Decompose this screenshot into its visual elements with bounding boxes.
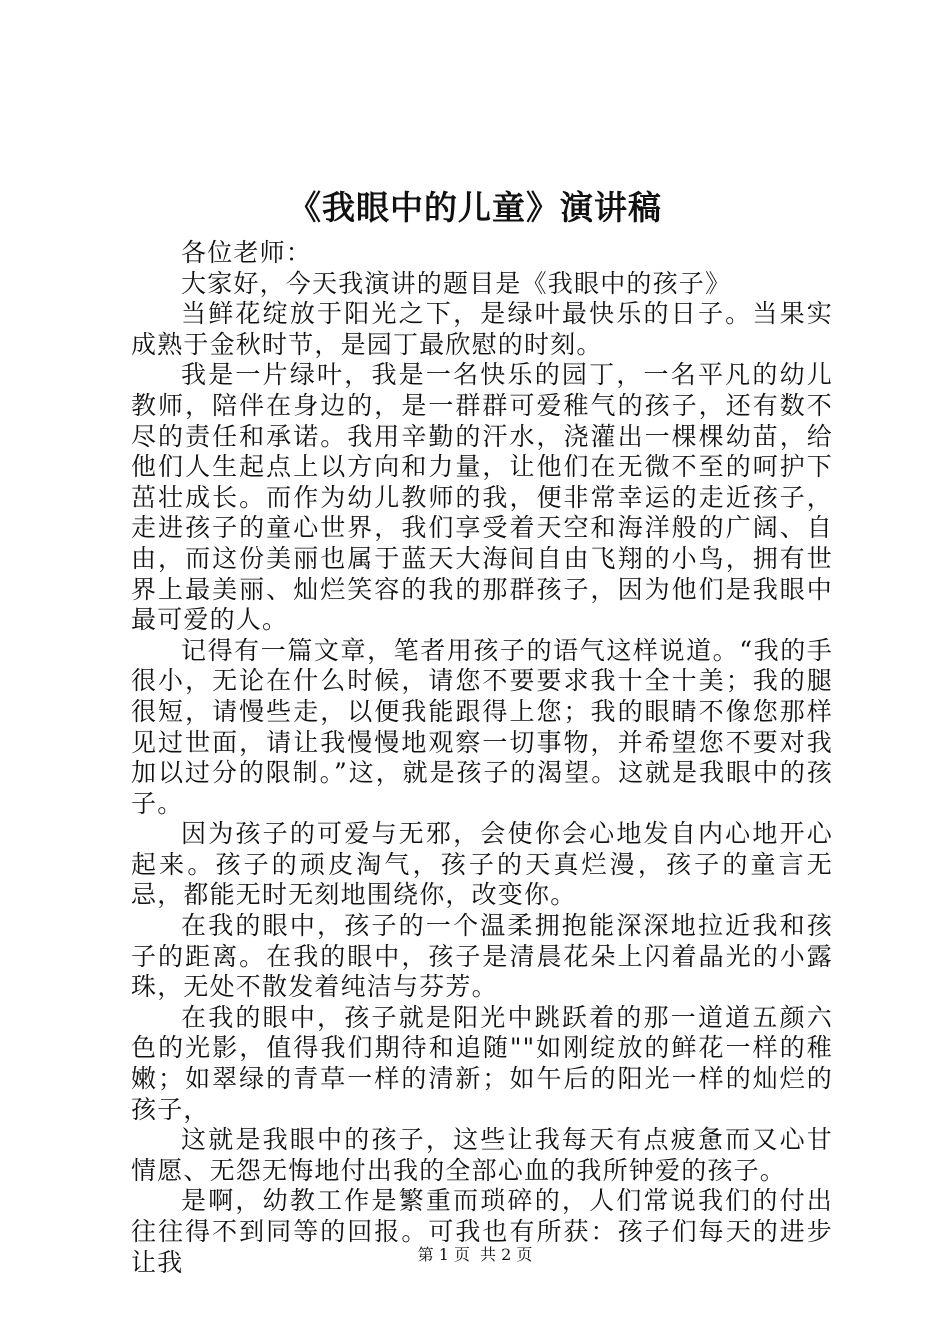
- page-number: 第 1 页: [417, 1245, 470, 1264]
- page-total: 共 2 页: [480, 1245, 533, 1264]
- paragraph: 是啊，幼教工作是繁重而琐碎的，人们常说我们的付出往往得不到同等的回报。可我也有所获：孩子们每天的进步让我: [131, 1186, 833, 1277]
- paragraph: 因为孩子的可爱与无邪，会使你会心地发自内心地开心起来。孩子的顽皮淘气，孩子的天真烂漫，孩子的童言无忌，都能无时无刻地围绕你，改变你。: [131, 819, 833, 910]
- paragraph: 我是一片绿叶，我是一名快乐的园丁，一名平凡的幼儿教师，陪伴在身边的，是一群群可爱稚气的孩子，还有数不尽的责任和承诺。我用辛勤的汗水，浇灌出一棵棵幼苗，给他们人生起点上以方向和力量，让他们在无微不至的呵护下茁壮成长。而作为幼儿教师的我，便非常幸运的走近孩子，走进孩子的童心世界，我们享受着天空和海洋般的广阔、自由，而这份美丽也属于蓝天大海间自由飞翔的小鸟，拥有世界上最美丽、灿烂笑容的我的那群孩子，因为他们是我眼中最可爱的人。: [131, 360, 833, 635]
- paragraph: 记得有一篇文章，笔者用孩子的语气这样说道。“我的手很小，无论在什么时候，请您不要要求我十全十美；我的腿很短，请慢些走，以便我能跟得上您；我的眼睛不像您那样见过世面，请让我慢慢地观察一切事物，并希望您不要对我加以过分的限制。”这，就是孩子的渴望。这就是我眼中的孩子。: [131, 635, 833, 818]
- paragraph: 当鲜花绽放于阳光之下，是绿叶最快乐的日子。当果实成熟于金秋时节，是园丁最欣慰的时刻。: [131, 299, 833, 359]
- document-title: 《我眼中的儿童》演讲稿: [288, 188, 662, 227]
- paragraph: 在我的眼中，孩子的一个温柔拥抱能深深地拉近我和孩子的距离。在我的眼中，孩子是清晨花朵上闪着晶光的小露珠，无处不散发着纯洁与芬芳。: [131, 911, 833, 1002]
- paragraph: 在我的眼中，孩子就是阳光中跳跃着的那一道道五颜六色的光影，值得我们期待和追随""如刚绽放的鲜花一样的稚嫩；如翠绿的青草一样的清新；如午后的阳光一样的灿烂的孩子，: [131, 1002, 833, 1124]
- paragraph: 这就是我眼中的孩子，这些让我每天有点疲惫而又心甘情愿、无怨无悔地付出我的全部心血的我所钟爱的孩子。: [131, 1125, 833, 1185]
- paragraph-salutation: 各位老师：: [181, 238, 313, 267]
- paragraph-greeting: 大家好，今天我演讲的题目是《我眼中的孩子》: [181, 268, 732, 298]
- page-footer: [0, 1244, 950, 1266]
- document-body: [131, 238, 833, 1278]
